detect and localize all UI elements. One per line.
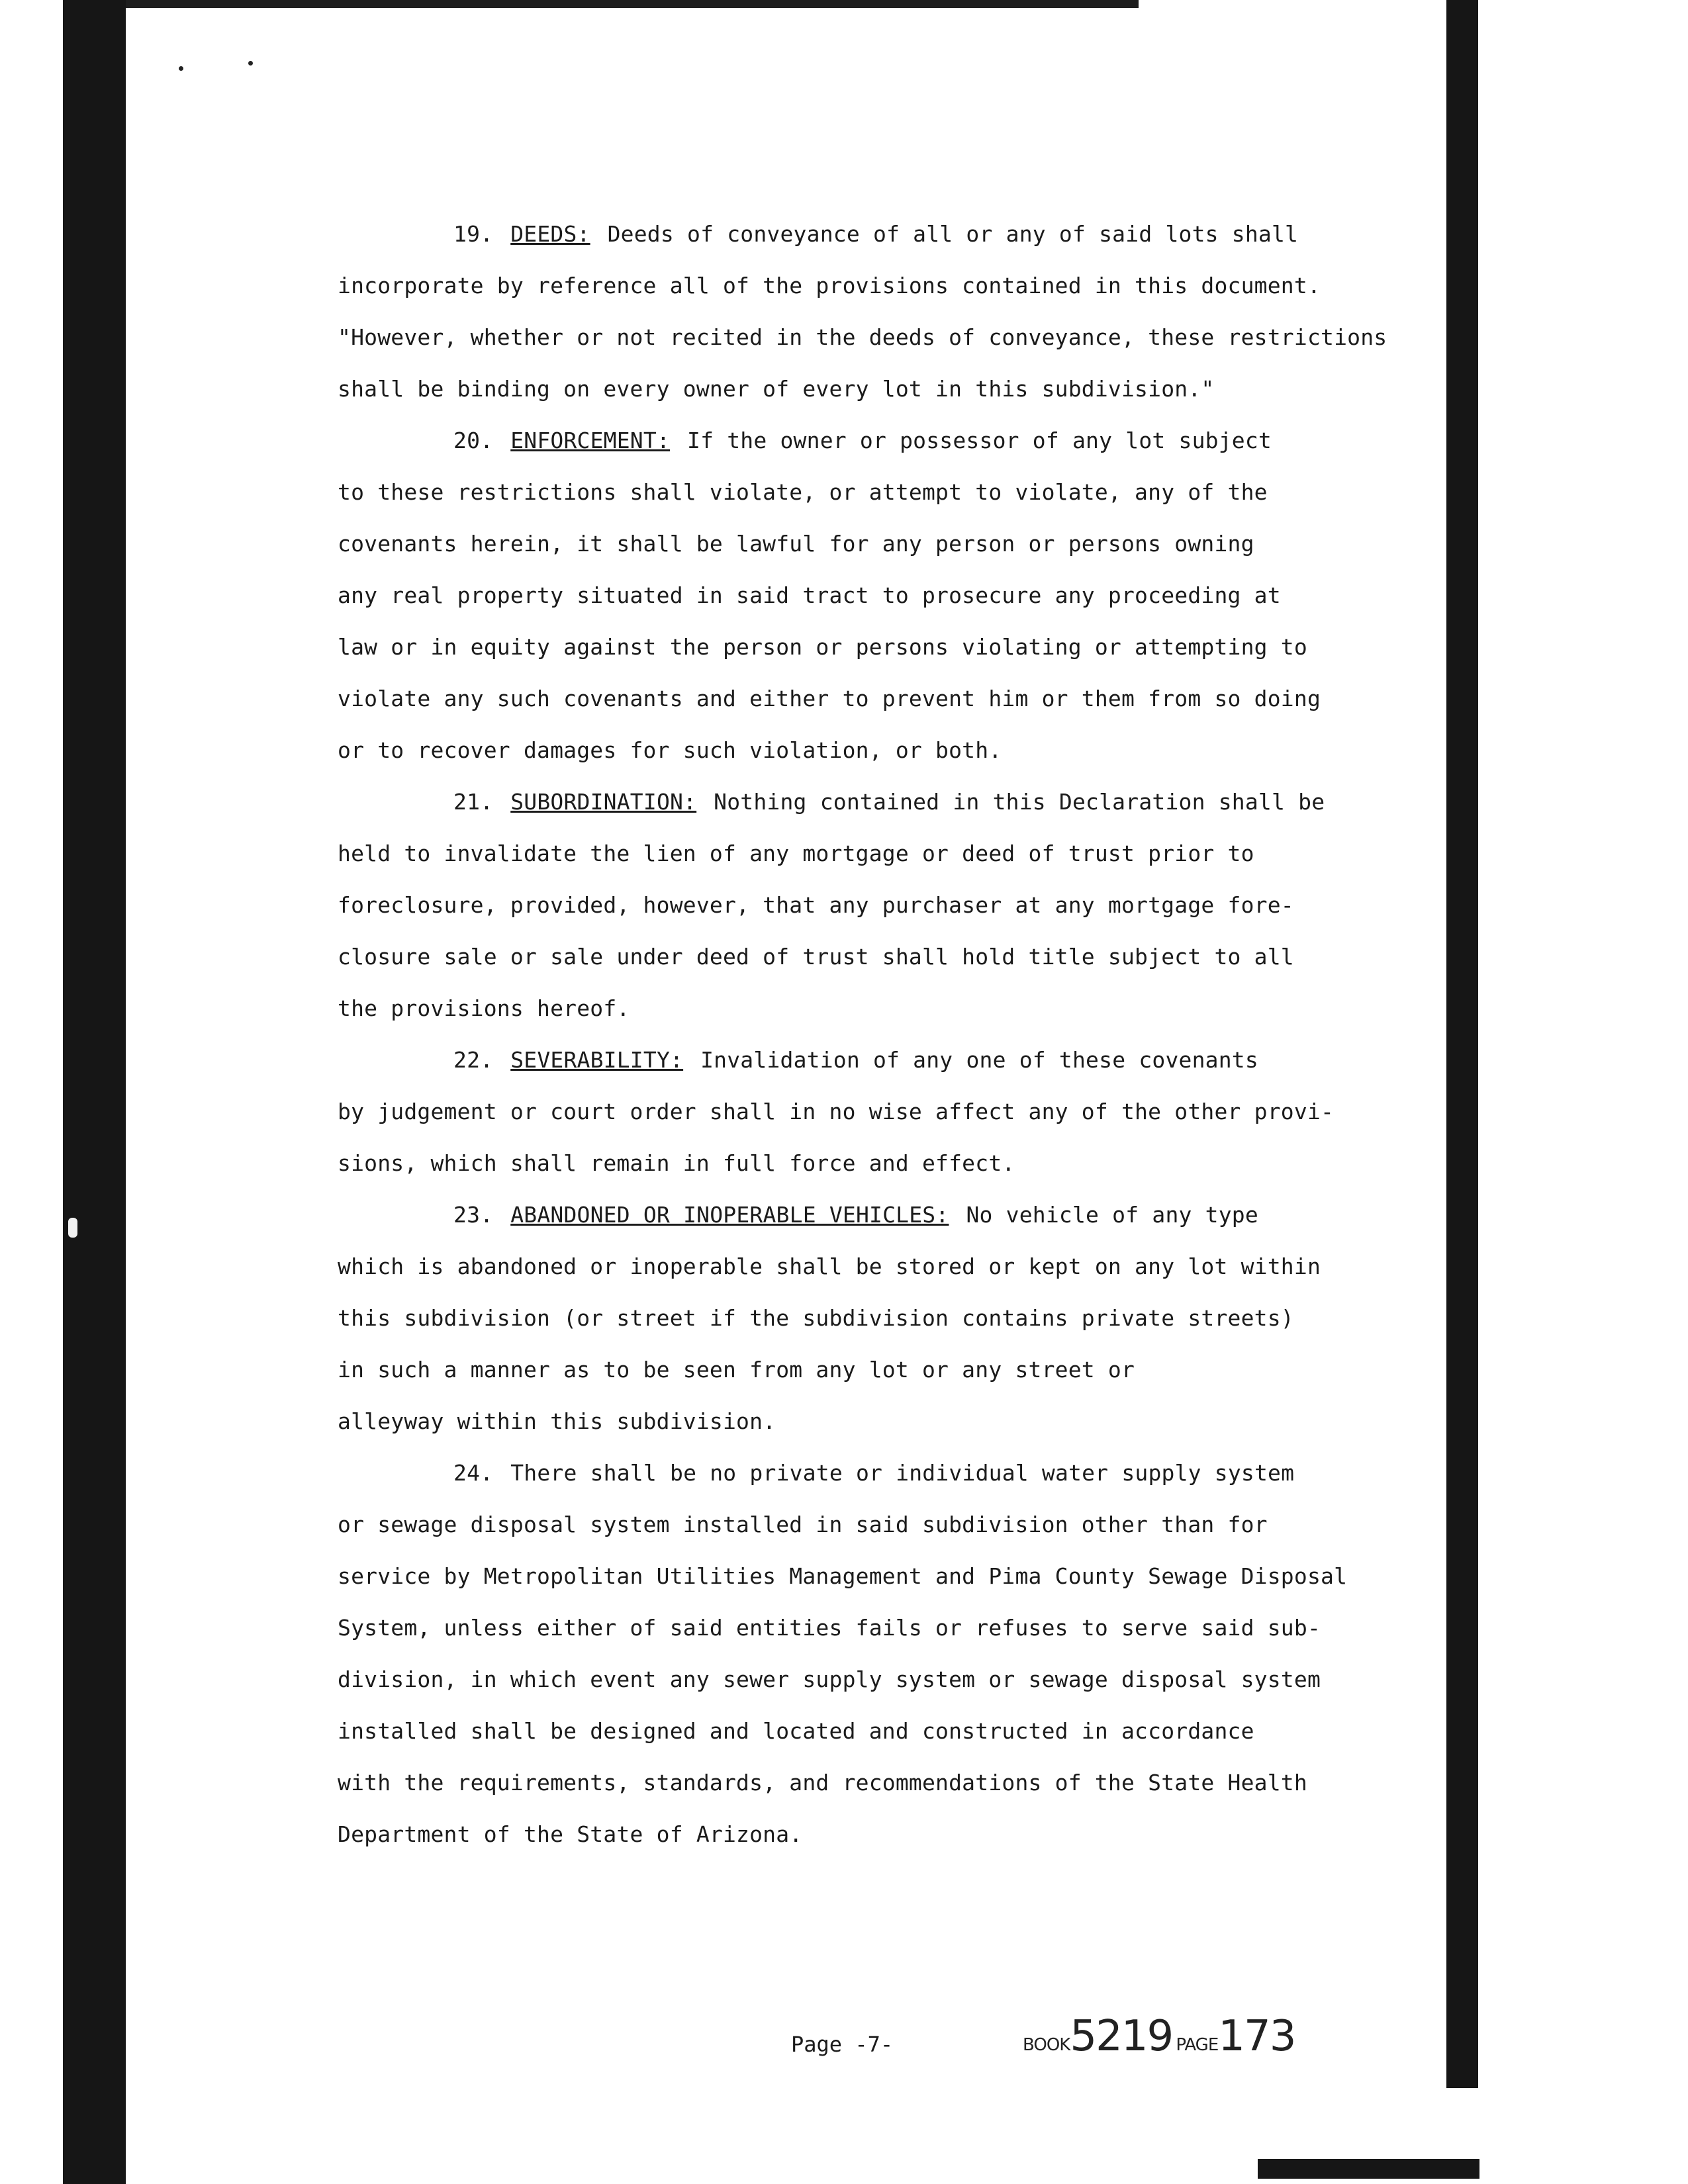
scan-right-border xyxy=(1446,0,1478,2088)
text-line: service by Metropolitan Utilities Management and Pima County Sewage Disposal xyxy=(338,1563,1348,1589)
text-line: held to invalidate the lien of any mortgage or deed of trust prior to xyxy=(338,841,1254,866)
text-line: this subdivision (or street if the subdivision contains private streets) xyxy=(338,1305,1294,1331)
text-line: any real property situated in said tract to prosecure any proceeding at xyxy=(338,582,1281,608)
paragraph xyxy=(338,208,1397,415)
scan-speck xyxy=(179,66,183,71)
scan-speck xyxy=(248,61,253,66)
text-line: law or in equity against the person or persons violating or attempting to xyxy=(338,634,1307,660)
paragraph-first-line xyxy=(338,415,1397,467)
document-body xyxy=(338,208,1397,1860)
paragraph-text: If the owner or possessor of any lot subject xyxy=(687,428,1272,453)
text-line: foreclosure, provided, however, that any purchaser at any mortgage fore- xyxy=(338,892,1294,918)
paragraph xyxy=(338,1447,1397,1860)
text-line: or sewage disposal system installed in said subdivision other than for xyxy=(338,1512,1268,1537)
paragraph-number: 23. xyxy=(453,1202,494,1228)
paragraph-text: No vehicle of any type xyxy=(966,1202,1258,1228)
paragraph-heading: ABANDONED OR INOPERABLE VEHICLES: xyxy=(510,1202,949,1228)
paragraph-heading: SUBORDINATION: xyxy=(510,789,697,815)
text-line: installed shall be designed and located and constructed in accordance xyxy=(338,1718,1254,1744)
book-number: 5219 xyxy=(1070,2012,1173,2061)
text-line: shall be binding on every owner of every lot in this subdivision." xyxy=(338,376,1215,402)
paragraph-first-line xyxy=(338,1447,1397,1499)
paragraph-first-line xyxy=(338,776,1397,828)
text-line: sions, which shall remain in full force and effect. xyxy=(338,1150,1015,1176)
paragraph xyxy=(338,776,1397,1034)
text-line: to these restrictions shall violate, or attempt to violate, any of the xyxy=(338,479,1268,505)
paragraph xyxy=(338,415,1397,776)
page-number: Page -7- xyxy=(791,2032,894,2057)
scan-bottom-mark xyxy=(1258,2159,1479,2179)
book-label: BOOK xyxy=(1023,2035,1070,2055)
paragraph-text: Invalidation of any one of these covenants xyxy=(700,1047,1258,1073)
paragraph-text: There shall be no private or individual water supply system xyxy=(510,1460,1295,1486)
paragraph xyxy=(338,1189,1397,1447)
paragraph-text: Deeds of conveyance of all or any of said lots shall xyxy=(607,221,1299,247)
text-line: or to recover damages for such violation, or both. xyxy=(338,737,1002,763)
text-line: System, unless either of said entities fails or refuses to serve said sub- xyxy=(338,1615,1321,1641)
text-line: the provisions hereof. xyxy=(338,995,630,1021)
text-line: Department of the State of Arizona. xyxy=(338,1821,803,1847)
text-line: alleyway within this subdivision. xyxy=(338,1408,776,1434)
paragraph-number: 21. xyxy=(453,789,494,815)
text-line: in such a manner as to be seen from any lot or any street or xyxy=(338,1357,1135,1383)
scan-top-border xyxy=(126,0,1139,8)
page-prefix: PAGE xyxy=(1176,2035,1219,2055)
text-line: with the requirements, standards, and recommendations of the State Health xyxy=(338,1770,1307,1796)
paragraph-first-line xyxy=(338,208,1397,260)
paragraph-heading: DEEDS: xyxy=(510,221,590,247)
paragraph-text: Nothing contained in this Declaration shall be xyxy=(714,789,1325,815)
text-line: by judgement or court order shall in no wise affect any of the other provi- xyxy=(338,1099,1335,1124)
recorded-page-number: 173 xyxy=(1218,2012,1295,2061)
text-line: division, in which event any sewer supply system or sewage disposal system xyxy=(338,1666,1321,1692)
text-line: which is abandoned or inoperable shall be stored or kept on any lot within xyxy=(338,1253,1321,1279)
text-line: closure sale or sale under deed of trust shall hold title subject to all xyxy=(338,944,1294,970)
text-line: "However, whether or not recited in the deeds of conveyance, these restrictions xyxy=(338,324,1387,350)
paragraph-number: 24. xyxy=(453,1460,494,1486)
scan-left-border xyxy=(63,0,126,2184)
paragraph-first-line xyxy=(338,1034,1397,1086)
paragraph-first-line xyxy=(338,1189,1397,1241)
paragraph xyxy=(338,1034,1397,1189)
paragraph-heading: SEVERABILITY: xyxy=(510,1047,684,1073)
paragraph-number: 19. xyxy=(453,221,494,247)
text-line: incorporate by reference all of the provisions contained in this document. xyxy=(338,273,1321,298)
paragraph-number: 20. xyxy=(453,428,494,453)
text-line: covenants herein, it shall be lawful for any person or persons owning xyxy=(338,531,1254,557)
paragraph-number: 22. xyxy=(453,1047,494,1073)
text-line: violate any such covenants and either to prevent him or them from so doing xyxy=(338,686,1321,711)
book-page-reference xyxy=(1023,2012,1295,2061)
paragraph-heading: ENFORCEMENT: xyxy=(510,428,671,453)
